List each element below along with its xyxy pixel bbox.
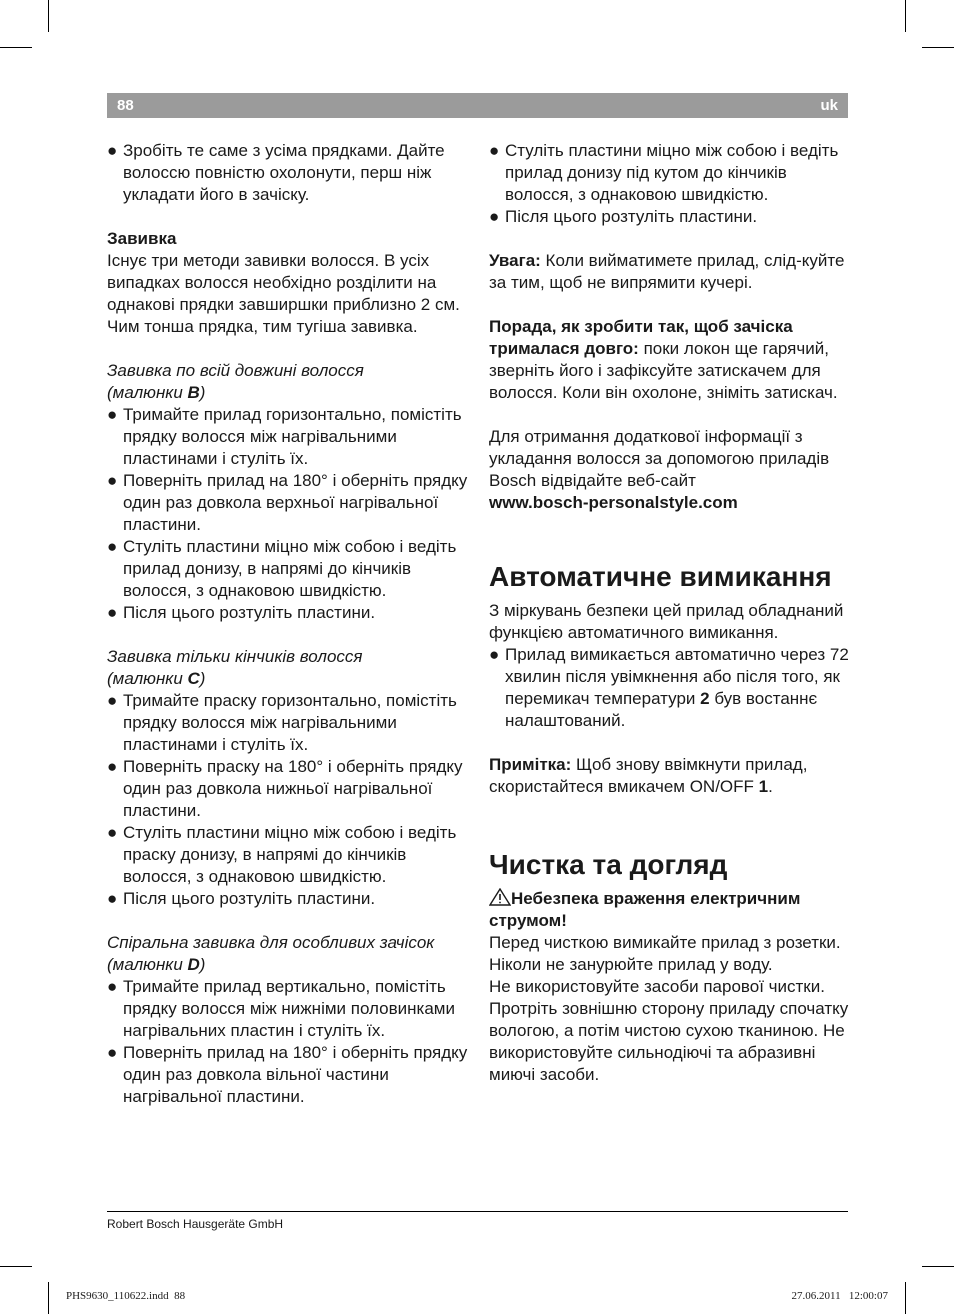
note-label: Примітка: bbox=[489, 755, 572, 774]
subsection-title: Завивка по всій довжині волосся bbox=[107, 361, 364, 380]
list-item-text: Зробіть те саме з усіма прядками. Дайте волоссю повністю охолонути, перш ніж укладати його в зачіску. bbox=[123, 141, 445, 204]
subsection-title: Спіральна завивка для особливих зачісок bbox=[107, 933, 435, 952]
list-item bbox=[107, 470, 472, 536]
tip-label: Порада, як зробити так, щоб зачіска трималася довго: bbox=[489, 317, 793, 358]
crop-mark bbox=[922, 47, 954, 48]
bullet-icon: ● bbox=[107, 405, 118, 424]
slug-page: 88 bbox=[174, 1290, 186, 1302]
crop-mark bbox=[48, 0, 49, 32]
figure-ref-post: ) bbox=[199, 383, 206, 402]
list-item-text: Стуліть пластини міцно між собою і ведіть прилад донизу, в напрямі до кінчиків волосся, з однаковою швидкістю. bbox=[123, 537, 457, 600]
page-number: 88 bbox=[117, 97, 134, 114]
paragraph: Протріть зовнішню сторону приладу спочатку вологою, а потім чистою сухою тканиною. Не використовуйте сильнодіючі та абразивні миючі засоби. bbox=[489, 999, 849, 1084]
list-item-text: Поверніть прилад на 180° і оберніть прядку один раз довкола верхньої нагрівальної пластини. bbox=[123, 471, 468, 534]
section-title: Завивка bbox=[107, 229, 177, 248]
page-header bbox=[107, 93, 848, 118]
figure-letter: D bbox=[187, 955, 200, 974]
list-item-text: Стуліть пластини міцно між собою і ведіть прилад донизу під кутом до кінчиків волосся, з однаковою швидкістю. bbox=[505, 141, 839, 204]
crop-mark bbox=[0, 1266, 32, 1267]
list-item bbox=[489, 644, 854, 732]
list-item-text: Після цього розтуліть пластини. bbox=[123, 603, 376, 622]
list-item-text: Прилад вимикається автоматично через 72 хвилин після увімкнення або після того, як перемикач температури bbox=[505, 645, 849, 708]
figure-ref-pre: (малюнки bbox=[107, 383, 188, 402]
list-item-text: Стуліть пластини міцно між собою і ведіть праску донизу, в напрямі до кінчиків волосся, з однаковою швидкістю. bbox=[123, 823, 457, 886]
note-end: . bbox=[768, 777, 773, 796]
list-item-text: Тримайте праску горизонтально, помістіть прядку волосся між нагрівальними пластинами і стуліть їх. bbox=[123, 691, 457, 754]
figure-ref-pre: (малюнки bbox=[107, 955, 188, 974]
list-item bbox=[107, 822, 472, 888]
list-item-text-tail: був востаннє налаштований. bbox=[505, 689, 818, 730]
figure-ref bbox=[107, 382, 472, 404]
bullet-icon: ● bbox=[107, 691, 118, 710]
bullet-icon: ● bbox=[489, 207, 500, 226]
tip-text: поки локон ще гарячий, зверніть його і зафіксуйте затискачем для волосся. Коли він охолоне, зніміть затискач. bbox=[489, 339, 838, 402]
right-column bbox=[489, 140, 854, 1086]
bullet-icon: ● bbox=[107, 977, 118, 996]
list-item bbox=[107, 690, 472, 756]
caution-label: Увага: bbox=[489, 251, 541, 270]
list-item bbox=[489, 206, 854, 228]
list-item bbox=[107, 404, 472, 470]
list-item-text: Поверніть праску на 180° і оберніть прядку один раз довкола нижньої нагрівальної пластини. bbox=[123, 757, 463, 820]
paragraph: З міркувань безпеки цей прилад обладнаний функцією автоматичного вимикання. bbox=[489, 601, 844, 642]
item-number: 1 bbox=[758, 777, 769, 796]
list-item bbox=[107, 756, 472, 822]
figure-letter: C bbox=[187, 669, 200, 688]
slug-date: 27.06.2011 bbox=[791, 1290, 841, 1302]
list-item-text: Тримайте прилад горизонтально, помістіть прядку волосся між нагрівальними пластинами і стуліть їх. bbox=[123, 405, 462, 468]
section-heading-auto-off: Автоматичне вимикання bbox=[489, 561, 832, 592]
slug-filename: PHS9630_110622.indd bbox=[66, 1290, 169, 1302]
website-link[interactable]: www.bosch-personalstyle.com bbox=[489, 493, 738, 512]
list-item bbox=[107, 976, 472, 1042]
figure-ref bbox=[107, 668, 472, 690]
bullet-icon: ● bbox=[107, 823, 118, 842]
info-paragraph: Для отримання додаткової інформації з укладання волосся за допомогою приладів Bosch відвідайте веб-сайт bbox=[489, 427, 830, 490]
paragraph: Не використовуйте засоби парової чистки. bbox=[489, 977, 825, 996]
tip-note bbox=[489, 316, 854, 404]
subsection-title: Завивка тільки кінчиків волосся bbox=[107, 647, 363, 666]
bullet-icon: ● bbox=[107, 471, 118, 490]
note-paragraph bbox=[489, 754, 854, 798]
warning-text: Небезпека враження електричним струмом! bbox=[489, 889, 801, 930]
bullet-icon: ● bbox=[107, 889, 118, 908]
caution-text: Коли вийматимете прилад, слід-куйте за тим, щоб не випрямити кучері. bbox=[489, 251, 845, 292]
list-item bbox=[107, 536, 472, 602]
bullet-icon: ● bbox=[107, 141, 118, 160]
language-code: uk bbox=[820, 97, 838, 114]
crop-mark bbox=[922, 1266, 954, 1267]
list-item-text: Після цього розтуліть пластини. bbox=[505, 207, 758, 226]
bullet-icon: ● bbox=[107, 1043, 118, 1062]
list-item bbox=[107, 602, 472, 624]
left-column bbox=[107, 140, 472, 1108]
footer-divider bbox=[107, 1211, 848, 1212]
bullet-icon: ● bbox=[107, 603, 118, 622]
list-item-text: Тримайте прилад вертикально, помістіть прядку волосся між нижніми половинками нагрівальних пластин і стуліть їх. bbox=[123, 977, 455, 1040]
slug-time: 12:00:07 bbox=[848, 1290, 888, 1302]
footer-company: Robert Bosch Hausgeräte GmbH bbox=[107, 1217, 284, 1231]
list-item-text: Поверніть прилад на 180° і оберніть прядку один раз довкола вільної частини нагрівальної пластини. bbox=[123, 1043, 468, 1106]
paragraph: Ніколи не занурюйте прилад у воду. bbox=[489, 955, 773, 974]
figure-ref-post: ) bbox=[199, 955, 206, 974]
warning-line bbox=[489, 888, 854, 932]
note-text: Щоб знову ввімкнути прилад, скористайтеся вмикачем ON/OFF bbox=[489, 755, 808, 796]
bullet-icon: ● bbox=[489, 645, 500, 664]
figure-ref-post: ) bbox=[199, 669, 206, 688]
bullet-icon: ● bbox=[107, 537, 118, 556]
bullet-icon: ● bbox=[107, 757, 118, 776]
figure-ref bbox=[107, 954, 472, 976]
list-item bbox=[107, 1042, 472, 1108]
crop-mark bbox=[905, 1282, 906, 1314]
caution-note bbox=[489, 250, 854, 294]
figure-letter: B bbox=[187, 383, 200, 402]
list-item bbox=[489, 140, 854, 206]
list-item-text: Після цього розтуліть пластини. bbox=[123, 889, 376, 908]
crop-mark bbox=[48, 1282, 49, 1314]
warning-icon bbox=[489, 888, 511, 906]
section-heading-care: Чистка та догляд bbox=[489, 849, 728, 880]
slug-datetime bbox=[792, 1290, 888, 1302]
paragraph: Існує три методи завивки волосся. В усіх випадках волосся необхідно розділити на однакові прядки завширшки приблизно 2 см. Чим тонша прядка, тим тугіша завивка. bbox=[107, 251, 460, 336]
slug-file bbox=[66, 1290, 185, 1302]
list-item bbox=[107, 888, 472, 910]
bullet-icon: ● bbox=[489, 141, 500, 160]
paragraph: Перед чисткою вимикайте прилад з розетки. bbox=[489, 933, 841, 952]
list-item bbox=[107, 140, 472, 206]
figure-ref-pre: (малюнки bbox=[107, 669, 188, 688]
crop-mark bbox=[905, 0, 906, 32]
item-number: 2 bbox=[700, 689, 710, 708]
crop-mark bbox=[0, 47, 32, 48]
